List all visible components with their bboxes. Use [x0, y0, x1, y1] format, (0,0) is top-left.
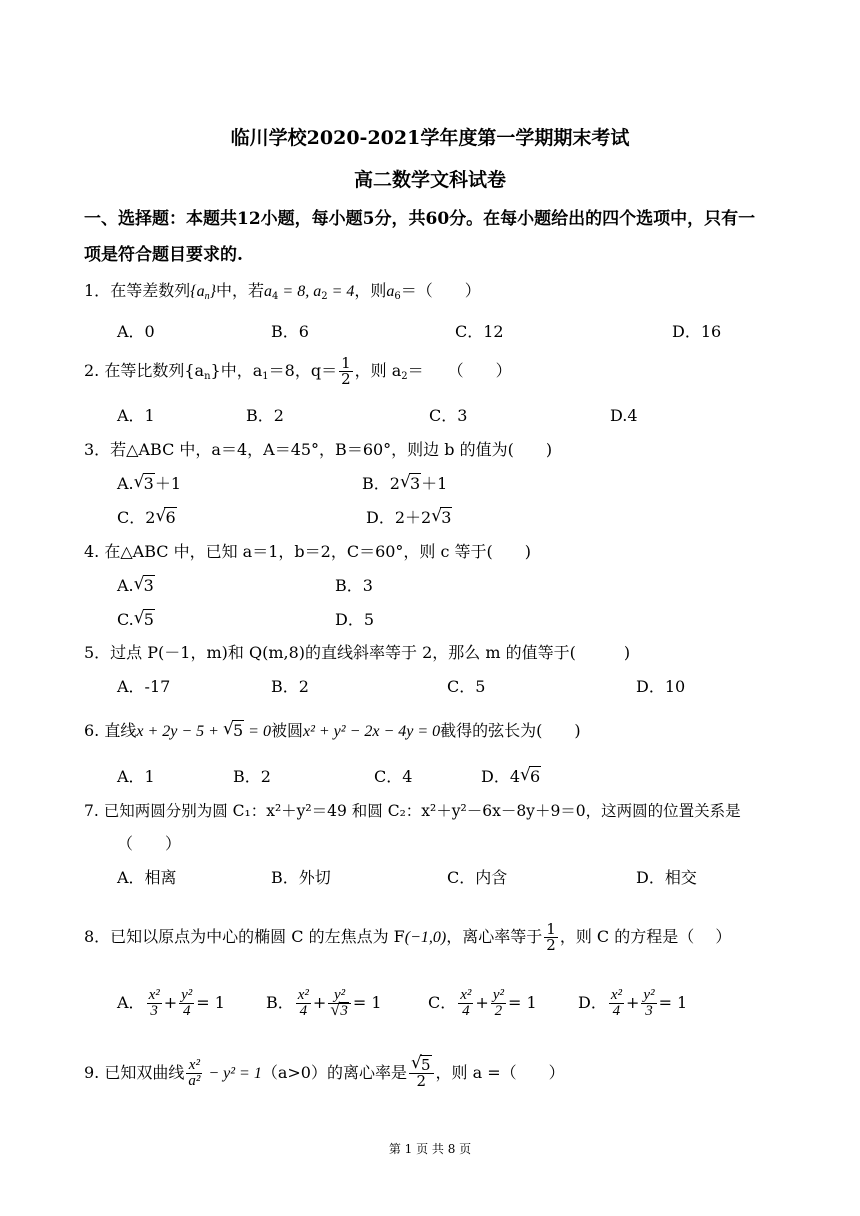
- q8-option-c: C． $\frac{\text{x²}}{4}$ + $\frac{\text{y²}}{2}$ = 1: [428, 987, 537, 1019]
- q2-option-a: A．1: [117, 406, 155, 425]
- sqrt-symbol: √ 3: [133, 574, 154, 595]
- q8-option-d: D． $\frac{\text{x²}}{4}$ + $\frac{\text{y²}}{3}$ = 1: [578, 987, 688, 1019]
- q4-option-a: A. √ 3: [117, 574, 154, 595]
- question-4: 4. 在△ABC 中，已知 a＝1，b＝2，C＝60°，则 c 等于( ): [84, 542, 532, 561]
- q3-option-d: D．2＋2 √ 3: [366, 506, 452, 527]
- sqrt-symbol: √ 3: [399, 472, 421, 493]
- section-heading-line2: 项是符合题目要求的.: [84, 245, 243, 265]
- q7-option-d: D．相交: [636, 868, 697, 887]
- q6-option-a: A．1: [117, 767, 155, 786]
- q5-option-c: C．5: [447, 677, 486, 696]
- page-footer: 第 1 页 共 8 页: [388, 1142, 472, 1156]
- q5-option-a: A．-17: [117, 677, 171, 696]
- q9-fraction: $\frac{\text{x²}}{\text{a²}}$: [188, 1057, 201, 1089]
- q5-option-d: D．10: [636, 677, 686, 696]
- sqrt-symbol: √ 5: [411, 1053, 431, 1074]
- section-heading-line1: 一、选择题：本题共12小题，每小题5分，共60分。在每小题给出的四个选项中，只有一: [84, 209, 756, 229]
- question-3: 3．若△ABC 中，a＝4，A＝45°，B＝60°，则边 b 的值为( ): [84, 440, 553, 459]
- sqrt-symbol: √ 6: [520, 765, 541, 786]
- sqrt-symbol: √ 3: [330, 1000, 348, 1019]
- sqrt-symbol: √ 6: [155, 506, 176, 527]
- question-7-line2: （ ）: [117, 834, 182, 853]
- q3-option-b: B．2 √ 3＋1: [362, 472, 448, 493]
- q1-option-b: B．6: [271, 322, 309, 341]
- page-title: 临川学校2020-2021学年度第一学期期末考试: [230, 127, 630, 149]
- q2-option-c: C．3: [429, 406, 468, 425]
- q5-option-b: B．2: [271, 677, 309, 696]
- q3-option-c: C．2 √ 6: [117, 506, 176, 527]
- question-7-line1: 7. 已知两圆分别为圆 C₁：x²＋y²＝49 和圆 C₂：x²＋y²－6x－8y＋9＝0，这两圆的位置关系是: [84, 802, 741, 820]
- q2-fraction: $\frac{1}{2}$: [341, 354, 351, 388]
- question-1: 1．在等差数列$\{a_n\}$中，若$a_4 = 8$, $a_2 = 4$，则$a_6=$（ ）: [84, 281, 481, 302]
- q4-option-c: C. √ 5: [117, 608, 154, 629]
- q9-eccentricity: √ 5 2: [409, 1058, 434, 1089]
- question-9: 9. 已知双曲线 $\frac{\text{x²}}{\text{a²}}$ − y² = 1（a>0）的离心率是 √ 5 2 ，则 a =（ ）: [84, 1053, 565, 1090]
- q1-option-c: C．12: [455, 322, 504, 341]
- q1-option-d: D．16: [672, 322, 722, 341]
- q6-option-d: D．4 √ 6: [481, 765, 541, 786]
- q8-option-a: A． $\frac{\text{x²}}{3}$ + $\frac{\text{y²}}{4}$ = 1: [117, 987, 225, 1019]
- sqrt-symbol: √ 5: [133, 608, 154, 629]
- sqrt-symbol: √ 3: [133, 472, 154, 493]
- q1-option-a: A．0: [117, 322, 155, 341]
- question-8: 8．已知以原点为中心的椭圆 C 的左焦点为 F(−1,0)，离心率等于 $\frac{1}{2}$ ，则 C 的方程是（ ）: [84, 920, 732, 954]
- q4-option-b: B．3: [335, 576, 373, 595]
- q7-option-b: B．外切: [271, 868, 331, 887]
- q6-option-b: B．2: [233, 767, 271, 786]
- q8-fraction: $\frac{1}{2}$: [546, 920, 556, 954]
- q2-option-b: B．2: [246, 406, 284, 425]
- sqrt-symbol: √ 5: [222, 719, 244, 740]
- q7-option-a: A．相离: [117, 868, 177, 887]
- question-2: 2. 在等比数列$\{a_n\}$中，$a_1=8$，q＝ $\frac{1}{2}$ ，则 $a_2=$ （ ）: [84, 354, 512, 388]
- q3-option-a: A. √ 3＋1: [117, 472, 182, 493]
- q8-option-b: B． $\frac{\text{x²}}{4}$ + y² √ 3 = 1: [266, 987, 382, 1019]
- q6-option-c: C．4: [374, 767, 413, 786]
- question-6: 6. 直线x + 2y − 5 + √ 5 = 0被圆x² + y² − 2x − 4y = 0截得的弦长为( ): [84, 719, 581, 740]
- q2-option-d: D.4: [610, 406, 638, 425]
- sqrt-symbol: √ 3: [431, 506, 452, 527]
- q7-option-c: C．内含: [447, 868, 508, 887]
- q4-option-d: D．5: [335, 610, 375, 629]
- page-subtitle: 高二数学文科试卷: [353, 169, 506, 191]
- question-5: 5．过点 P(－1，m)和 Q(m,8)的直线斜率等于 2，那么 m 的值等于( ): [84, 643, 631, 662]
